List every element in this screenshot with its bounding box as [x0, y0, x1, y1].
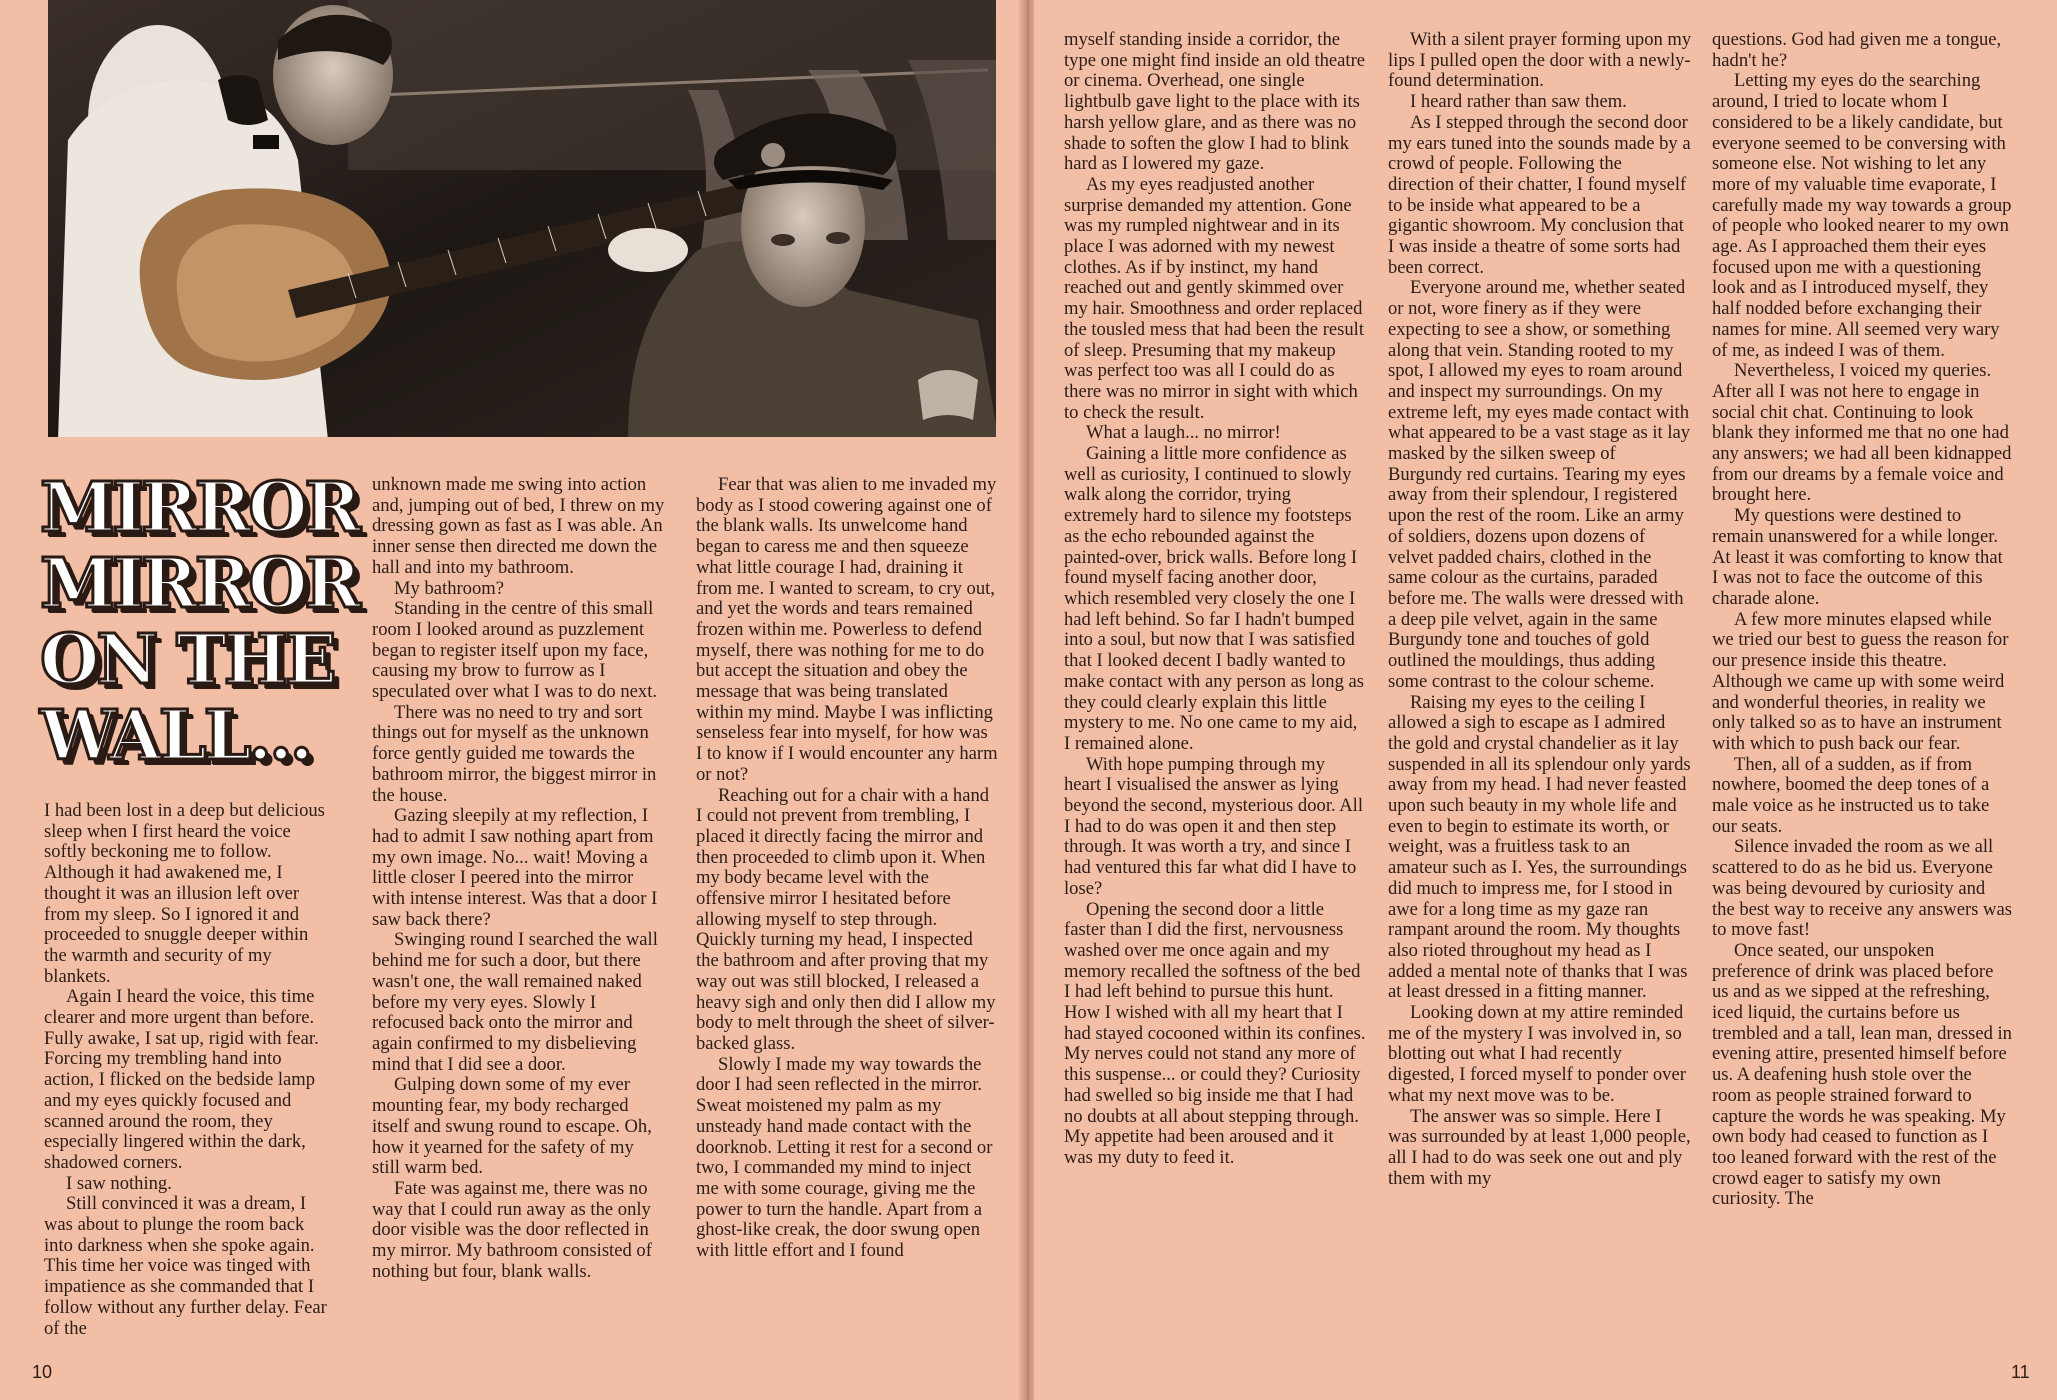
photo-two-men-guitar-icon [48, 0, 996, 437]
paragraph: I saw nothing. [66, 1172, 172, 1194]
paragraph: What a laugh... no mirror! [1086, 422, 1281, 444]
paragraph: With hope pumping through my heart I visualised the answer as lying beyond the second, mysterious door. All I had to do was open it and then step through. It was worth a try, and since I had ventured this far what did I have to lose? [1064, 753, 1364, 899]
paragraph: As I stepped through the second door my ears tuned into the sounds made by a crowd of people. Following the direction of their chatter, I found myself to be inside what appeared to be a gigantic showroom. My conclusion that I was inside a theatre of some sorts had been correct. [1388, 111, 1691, 278]
paragraph: With a silent prayer forming upon my lips I pulled open the door with a newly-found determination. [1388, 30, 1692, 92]
paragraph: Letting my eyes do the searching around, I tried to locate whom I considered to be a likely candidate, but everyone seemed to be conversing with someone else. Not wishing to let any more of my valuable time evaporate, I carefully made my way towards a group of people who looked nearer to my own age. As I approached them their eyes focused upon me with a questioning look and as I introduced myself, they half nodded before exchanging their names for mine. All seemed very wary of me, as indeed I was of them. [1712, 70, 2012, 361]
text-column-4 [1064, 30, 1366, 1350]
paragraph: Once seated, our unspoken preference of drink was placed before us and as we sipped at the refreshing, iced liquid, the curtains before us trembled and a tall, lean man, dressed in evening attire, presented himself before us. A deafening hush stole over the room as people strained forward to capture the words he was speaking. My own body had ceased to function as I too leaned forward with the rest of the crowd eager to satisfy my own curiosity. The [1712, 939, 2012, 1210]
headline-line-3: ON THE [40, 620, 334, 700]
page-left [0, 0, 1022, 1400]
photo [48, 0, 996, 437]
text-column-5 [1388, 30, 1692, 1350]
paragraph: Raising my eyes to the ceiling I allowed a sigh to escape as I admired the gold and crystal chandelier as it lay suspended in all its splendour only yards away from my head. I had never feasted upon such beauty in my whole life and even to begin to estimate its worth, or weight, was a fruitless task to an amateur such as I. Yes, the surroundings did much to impress me, for I stood in awe for a long time as my gaze ran rampant around the room. My thoughts also rioted throughout my head as I added a mental note of thanks that I was at least dressed in a fitting manner. [1388, 691, 1691, 1003]
paragraph: Gazing sleepily at my reflection, I had to admit I saw nothing apart from my own image. No... wait! Moving a little closer I peered into the mirror with intense interest. Was that a door I saw back there? [372, 805, 658, 930]
paragraph: Then, all of a sudden, as if from nowhere, boomed the deep tones of a male voice as he instructed us to take our seats. [1712, 753, 1990, 837]
paragraph: Nevertheless, I voiced my queries. After all I was not here to engage in social chit chat. Continuing to look blank they informed me that no one had any answers; we had all been kidnapped from our dreams by a female voice and brought here. [1712, 360, 2012, 506]
paragraph: As my eyes readjusted another surprise demanded my attention. Gone was my rumpled nightwear and in its place I was adorned with my newest clothes. As if by instinct, my hand reached out and gently skimmed over my hair. Smoothness and order replaced the tousled mess that had been the result of sleep. Presuming that my makeup was perfect too was all I could do as there was no mirror in sight with which to check the result. [1064, 173, 1365, 423]
headline-line-2: MIRROR [40, 544, 358, 624]
paragraph: A few more minutes elapsed while we tried our best to guess the reason for our presence inside this theatre. Although we came up with some weird and wonderful theories, in reality we only talked so as to have an instrument with which to push back our fear. [1712, 608, 2009, 754]
headline-line-4: WALL... [40, 696, 311, 776]
paragraph: Silence invaded the room as we all scattered to do as he bid us. Everyone was being devoured by curiosity and the best way to receive any answers was to move fast! [1712, 836, 2012, 941]
text-column-3 [696, 475, 998, 1355]
paragraph: Still convinced it was a dream, I was about to plunge the room back into darkness when she spoke again. This time her voice was tinged with impatience as she commanded that I follow without any further delay. Fear of the [44, 1193, 327, 1339]
paragraph: The answer was so simple. Here I was surrounded by at least 1,000 people, all I had to do was seek one out and ply them with my [1388, 1105, 1691, 1189]
paragraph: Reaching out for a chair with a hand I could not prevent from trembling, I placed it directly facing the mirror and then proceeded to climb upon it. When my body became level with the offensive mirror I hesitated before allowing myself to step through. Quickly turning my head, I inspected the bathroom and after proving that my way out was still blocked, I released a heavy sigh and only then did I allow my body to melt through the sheet of silver-backed glass. [696, 784, 996, 1054]
paragraph: Swinging round I searched the wall behind me for such a door, but there wasn't one, the wall remained naked before my very eyes. Slowly I refocused back onto the mirror and again confirmed to my disbelieving mind that I did see a door. [372, 929, 658, 1075]
paragraph: Again I heard the voice, this time clearer and more urgent than before. Fully awake, I sat up, rigid with fear. Forcing my trembling hand into action, I flicked on the bedside lamp and my eyes quickly focused and scanned around the room, they especially lingered within the dark, shadowed corners. [44, 986, 319, 1173]
paragraph: Everyone around me, whether seated or not, wore finery as if they were expecting to see a show, or something along that vein. Standing rooted to my spot, I allowed my eyes to roam around and inspect my surroundings. On my extreme left, my eyes made contact with what appeared to be a vast stage as it lay masked by the silken sweep of Burgundy red curtains. Tearing my eyes away from their splendour, I registered upon the rest of the room. Like an army of soldiers, dozens upon dozens of velvet padded chairs, clothed in the same colour as the curtains, paraded before me. The walls were dressed with a deep pile velvet, again in the same Burgundy tone and touches of gold outlined the mouldings, thus adding some contrast to the colour scheme. [1388, 277, 1691, 692]
paragraph: I had been lost in a deep but delicious sleep when I first heard the voice softly beckoning me to follow. Although it had awakened me, I thought it was an illusion left over from my sleep. So I ignored it and proceeded to snuggle deeper within the warmth and security of my blankets. [44, 801, 325, 987]
text-column-1 [44, 801, 334, 1361]
paragraph: Fear that was alien to me invaded my body as I stood cowering against one of the blank walls. Its unwelcome hand began to caress me and then squeeze what little courage I had, draining it from me. I wanted to scream, to cry out, and yet the words and tears remained frozen within me. Powerless to defend myself, there was nothing for me to do but accept the situation and obey the message that was being translated within my mind. Maybe I was inflicting senseless fear into myself, for how was I to know if I would encounter any harm or not? [696, 475, 998, 785]
paragraph: Standing in the centre of this small room I looked around as puzzlement began to register itself upon my face, causing my brow to furrow as I speculated over what I was to do next. [372, 598, 658, 703]
text-column-2 [372, 475, 665, 1355]
paragraph: Gaining a little more confidence as well as curiosity, I continued to slowly walk along the corridor, trying extremely hard to silence my footsteps as the echo rebounded against the painted-over, brick walls. Before long I found myself facing another door, which resembled very closely the one I had left behind. So far I hadn't bumped into a soul, but now that I was satisfied that I looked decent I badly wanted to make contact with any person as long as they could clearly explain this little mystery to me. No one came to my aid, I remained alone. [1064, 443, 1364, 754]
headline-line-1: MIRROR [40, 468, 358, 548]
paragraph: Slowly I made my way towards the door I had seen reflected in the mirror. Sweat moistened my palm as my unsteady hand made contact with the doorknob. Letting it rest for a second or two, I commanded my mind to inject me with some courage, giving me the power to turn the handle. Apart from a ghost-like creak, the door swung open with little effort and I found [696, 1053, 993, 1262]
paragraph: Opening the second door a little faster than I did the first, nervousness washed over me once again and my memory recalled the softness of the bed I had left behind to pursue this hunt. How I wished with all my heart that I had stayed cocooned within its confines. My nerves could not stand any more of this suspense... or could they? Curiosity had swelled so big inside me that I had no doubts at all about stepping through. My appetite had been aroused and it was my duty to feed it. [1064, 898, 1366, 1168]
text-column-6 [1712, 30, 2012, 1350]
paragraph: My bathroom? [394, 577, 504, 599]
page-number-right: 11 [2011, 1362, 2030, 1382]
page-number-left: 10 [32, 1362, 53, 1382]
paragraph: myself standing inside a corridor, the type one might find inside an old theatre or cinema. Overhead, one single lightbulb gave light to the place with its harsh yellow glare, and as there was no shade to soften the glow I had to blink hard as I lowered my gaze. [1064, 30, 1366, 175]
paragraph: Gulping down some of my ever mounting fear, my body recharged itself and swung round to escape. Oh, how it yearned for the safety of my still warm bed. [372, 1074, 652, 1179]
paragraph: Fate was against me, there was no way that I could run away as the only door visible was the door reflected in my mirror. My bathroom consisted of nothing but four, blank walls. [372, 1177, 652, 1282]
paragraph: Looking down at my attire reminded me of the mystery I was involved in, so blotting out what I had recently digested, I forced myself to ponder over what my next move was to be. [1388, 1002, 1686, 1106]
paragraph: I heard rather than saw them. [1410, 91, 1627, 113]
paragraph: questions. God had given me a tongue, hadn't he? [1712, 30, 2002, 71]
article-headline [40, 470, 360, 774]
paragraph: There was no need to try and sort things out for myself as the unknown force gently guided me towards the bathroom mirror, the biggest mirror in the house. [372, 701, 657, 806]
paragraph: My questions were destined to remain unanswered for a while longer. At least it was comforting to know that I was not to face the outcome of this charade alone. [1712, 505, 2003, 609]
paragraph: unknown made me swing into action and, jumping out of bed, I threw on my dressing gown as fast as I was able. An inner sense then directed me down the hall and into my bathroom. [372, 475, 665, 578]
